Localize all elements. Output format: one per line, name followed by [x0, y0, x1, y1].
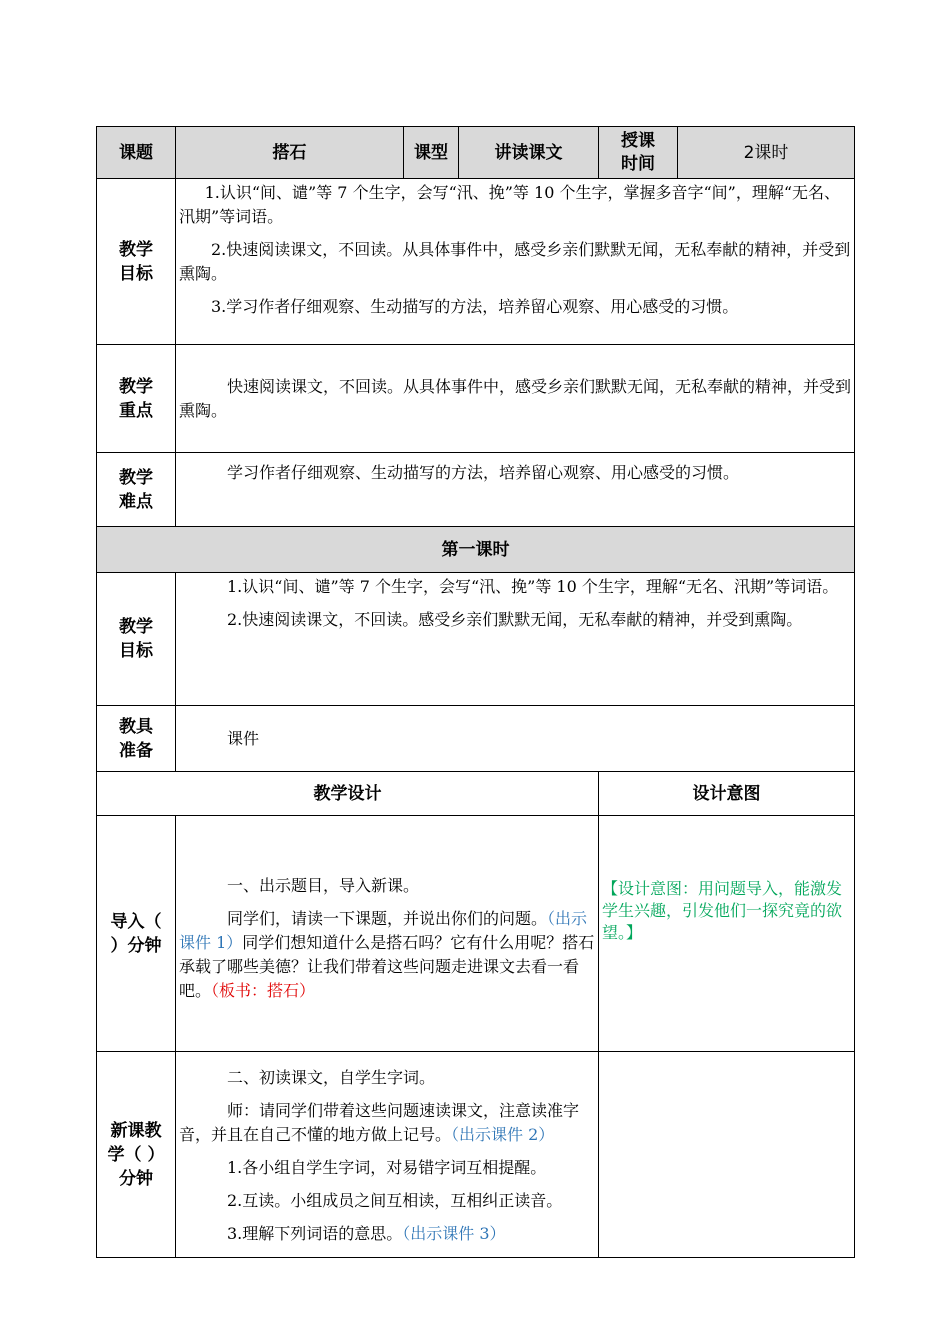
new-lesson-paragraph: 师：请同学们带着这些问题速读课文，注意读准字音，并且在自己不懂的地方做上记号。（出示课件 2）: [179, 1101, 580, 1144]
tools-content: [176, 706, 855, 772]
lesson1-goals-row: [97, 573, 855, 706]
lesson1-title: 第一课时: [97, 527, 855, 573]
type-value: 讲读课文: [459, 127, 599, 179]
new-lesson-row: [97, 1052, 855, 1258]
lesson-plan-table: [96, 126, 855, 1258]
topic-label: 课题: [97, 127, 176, 179]
new-lesson-heading: 二、初读课文，自学生字词。: [227, 1068, 436, 1087]
difficulties-content: [176, 453, 855, 527]
intent-label: 设计意图: [599, 772, 855, 816]
goals-label: 教学目标: [97, 179, 176, 345]
intro-intent: 【设计意图：用问题导入，能激发学生兴趣，引发他们一探究竟的欲望。】: [599, 816, 855, 1052]
goals-row: [97, 179, 855, 345]
key-points-text: 快速阅读课文，不回读。从具体事件中，感受乡亲们默默无闻，无私奉献的精神，并受到熏陶。: [179, 377, 852, 420]
difficulties-label: 教学难点: [97, 453, 176, 527]
new-lesson-label: 新课教学（ ）分钟: [97, 1052, 176, 1258]
new-lesson-step-1: 1.各小组自学生字词，对易错字词互相提醒。: [227, 1158, 547, 1177]
hours-value: 2课时: [678, 127, 855, 179]
difficulties-text: 学习作者仔细观察、生动描写的方法，培养留心观察、用心感受的习惯。: [227, 463, 740, 482]
difficulties-row: [97, 453, 855, 527]
lesson1-goal-1: 1.认识“间、谴”等 7 个生字，会写“汛、挽”等 10 个生字，理解“无名、汛期”等词语。: [227, 577, 839, 596]
type-label: 课型: [404, 127, 459, 179]
lesson1-goals-content: [176, 573, 855, 706]
topic-value: 搭石: [176, 127, 404, 179]
key-points-row: [97, 345, 855, 453]
design-header-row: [97, 772, 855, 816]
goal-item-1: 1.认识“间、谴”等 7 个生字，会写“汛、挽”等 10 个生字，掌握多音字“间”，理解“无名、汛期”等词语。: [179, 183, 841, 226]
tools-label: 教具准备: [97, 706, 176, 772]
new-lesson-step-3: 3.理解下列词语的意思。（出示课件 3）: [227, 1224, 506, 1243]
courseware-ref-1: （出示课件 1）: [179, 909, 588, 952]
new-lesson-content: [176, 1052, 599, 1258]
key-points-label: 教学重点: [97, 345, 176, 453]
goals-content: [176, 179, 855, 345]
key-points-content: [176, 345, 855, 453]
intro-label: 导入（ ）分钟: [97, 816, 176, 1052]
courseware-ref-2: （出示课件 2）: [451, 1125, 555, 1144]
intro-heading: 一、出示题目，导入新课。: [227, 876, 420, 895]
new-lesson-step-2: 2.互读。小组成员之间互相读，互相纠正读音。: [227, 1191, 563, 1210]
goal-item-2: 2.快速阅读课文，不回读。从具体事件中，感受乡亲们默默无闻，无私奉献的精神，并受到熏陶。: [179, 240, 851, 283]
lesson-plan-sheet: [96, 126, 854, 1258]
courseware-ref-3: （出示课件 3）: [402, 1224, 506, 1243]
new-lesson-intent: [599, 1052, 855, 1258]
goal-item-3: 3.学习作者仔细观察、生动描写的方法，培养留心观察、用心感受的习惯。: [211, 297, 739, 316]
header-row: [97, 127, 855, 179]
board-note: （板书：搭石）: [211, 981, 316, 1000]
intro-row: [97, 816, 855, 1052]
lesson1-goals-label: 教学目标: [97, 573, 176, 706]
intro-content: [176, 816, 599, 1052]
design-label: 教学设计: [97, 772, 599, 816]
lesson1-banner-row: [97, 527, 855, 573]
intro-paragraph: 同学们，请读一下课题，并说出你们的问题。（出示课件 1）同学们想知道什么是搭石吗？它有什么用呢？搭石承载了哪些美德？让我们带着这些问题走进课文去看一看吧。（板书：搭石）: [179, 909, 595, 1000]
lesson1-goal-2: 2.快速阅读课文，不回读。感受乡亲们默默无闻，无私奉献的精神，并受到熏陶。: [227, 610, 803, 629]
time-label: 授课时间: [599, 127, 678, 179]
tools-value: 课件: [227, 728, 260, 748]
tools-row: [97, 706, 855, 772]
